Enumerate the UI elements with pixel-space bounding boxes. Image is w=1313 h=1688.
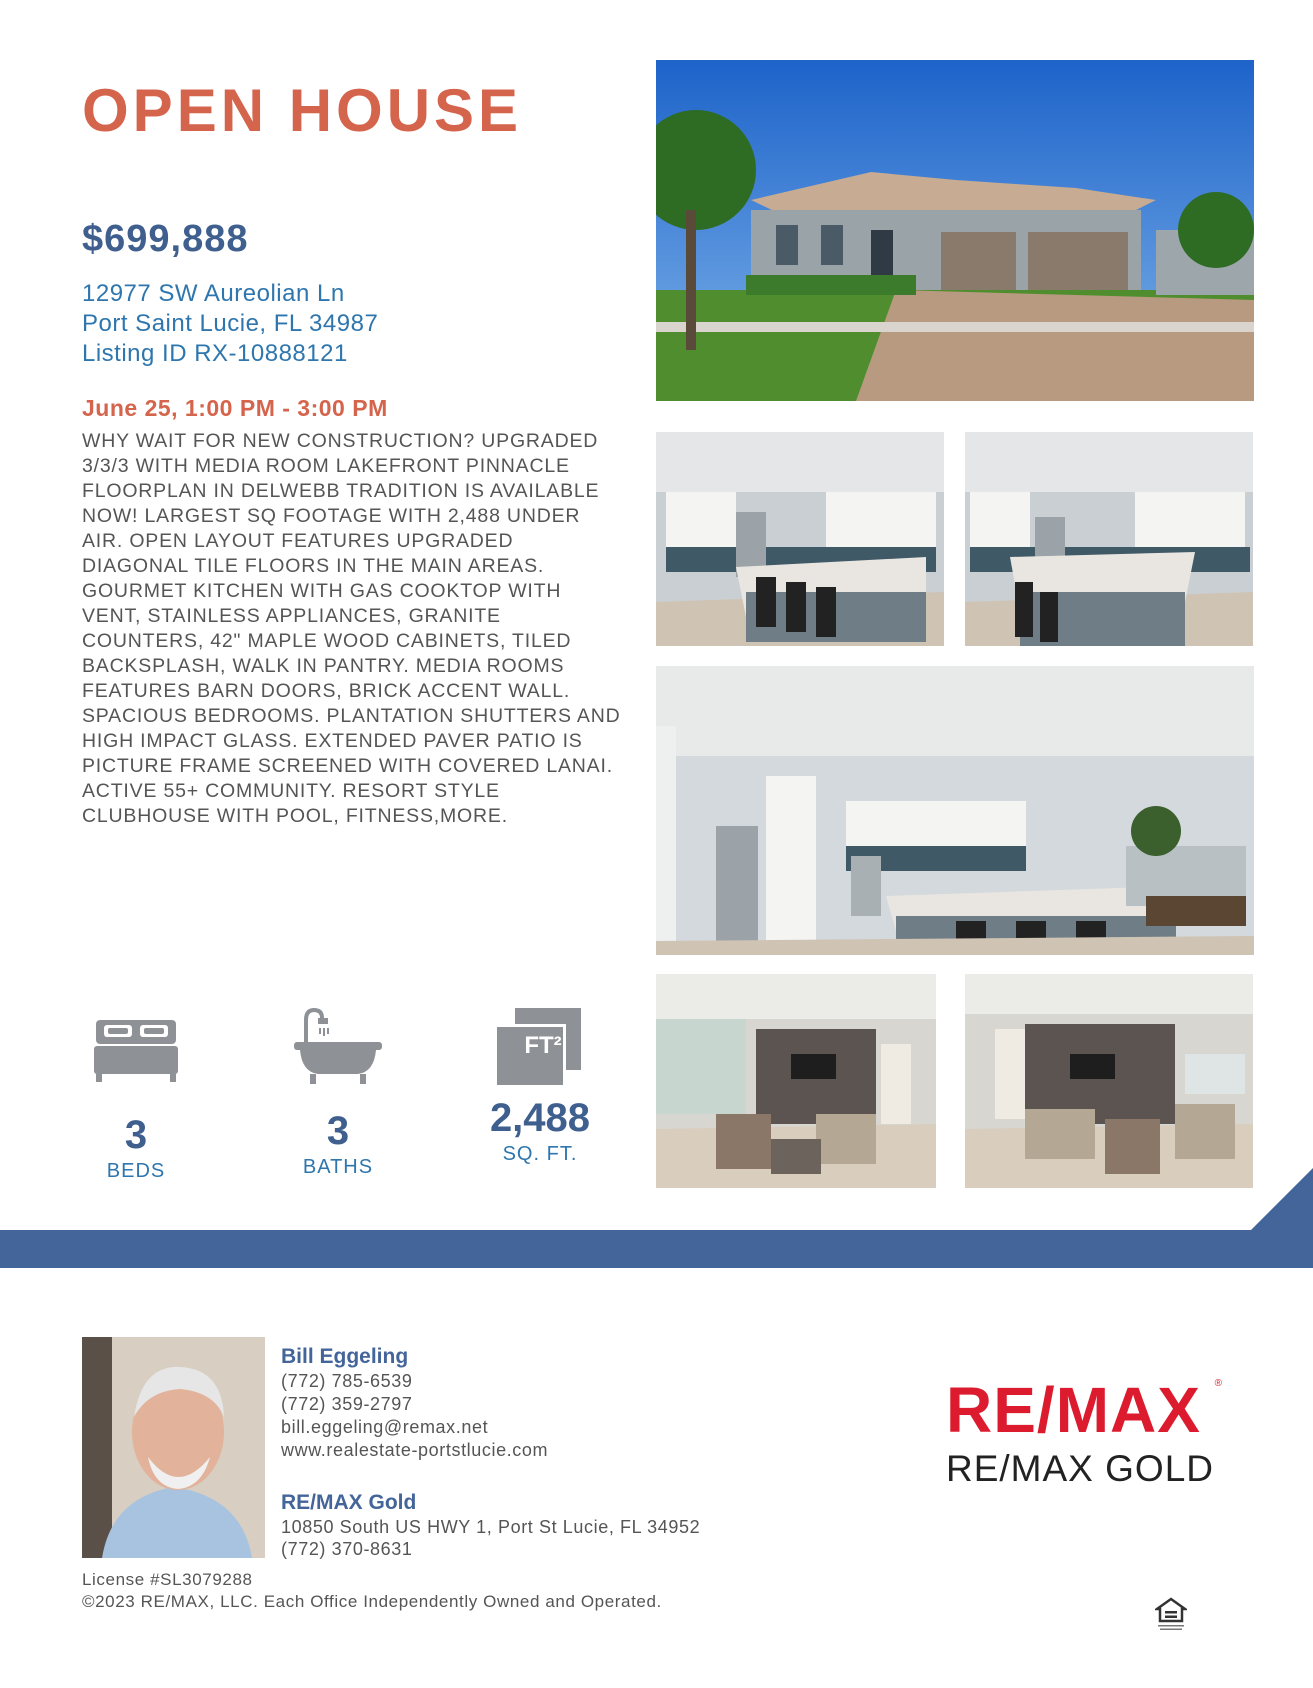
agent-phone-1[interactable]: (772) 785-6539 xyxy=(281,1371,413,1391)
page-title: OPEN HOUSE xyxy=(82,77,523,144)
sqft-icon-text: FT² xyxy=(524,1032,562,1059)
beds-label: BEDS xyxy=(106,1160,166,1182)
bed-icon xyxy=(86,1010,186,1090)
listing-price: $699,888 xyxy=(82,218,249,260)
agent-website[interactable]: www.realestate-portstlucie.com xyxy=(281,1440,549,1460)
office-phone[interactable]: (772) 370-8631 xyxy=(281,1539,413,1559)
remax-logo xyxy=(946,1374,1246,1490)
address-line-1: 12977 SW Aureolian Ln xyxy=(82,280,345,307)
license-number: License #SL3079288 xyxy=(82,1570,253,1589)
kitchen-photo-2 xyxy=(965,432,1253,646)
sqft-count: 2,488 xyxy=(489,1096,591,1140)
great-room-photo xyxy=(656,666,1254,955)
listing-address xyxy=(82,279,378,369)
agent-name: Bill Eggeling xyxy=(281,1345,409,1368)
blue-divider-band xyxy=(0,1230,1313,1268)
kitchen-photo-1 xyxy=(656,432,944,646)
remax-logo-wordmark: RE/MAX xyxy=(946,1374,1201,1446)
office-address: 10850 South US HWY 1, Port St Lucie, FL 34952 xyxy=(281,1517,701,1537)
copyright-notice: ©2023 RE/MAX, LLC. Each Office Independently Owned and Operated. xyxy=(82,1592,662,1611)
address-line-2: Port Saint Lucie, FL 34987 xyxy=(82,310,379,337)
square-feet-icon xyxy=(495,1008,585,1082)
baths-count: 3 xyxy=(326,1109,350,1153)
beds-count: 3 xyxy=(124,1113,148,1157)
agent-email[interactable]: bill.eggeling@remax.net xyxy=(281,1417,489,1437)
office-logo-text: RE/MAX GOLD xyxy=(946,1448,1214,1489)
living-room-photo-1 xyxy=(656,974,936,1188)
listing-id: Listing ID RX-10888121 xyxy=(82,340,348,367)
listing-description: WHY WAIT FOR NEW CONSTRUCTION? UPGRADED 3/3/3 WITH MEDIA ROOM LAKEFRONT PINNACLE FLOORPLAN IN DELWEBB TRADITION IS AVAILABLE NOW! LARGEST SQ FOOTAGE WITH 2,488 UNDER AIR. OPEN LAYOUT FEATURES UPGRADED DIAGONAL TILE FLOORS IN THE MAIN AREAS. GOURMET KITCHEN WITH GAS COOKTOP WITH VENT, STAINLESS APPLIANCES, GRANITE COUNTERS, 42" MAPLE WOOD CABINETS, TILED BACKSPLASH, WALK IN PANTRY. MEDIA ROOMS FEATURES BARN DOORS, BRICK ACCENT WALL. SPACIOUS BEDROOMS. PLANTATION SHUTTERS AND HIGH IMPACT GLASS. EXTENDED PAVER PATIO IS PICTURE FRAME SCREENED WITH COVERED LANAI. ACTIVE 55+ COMMUNITY. RESORT STYLE CLUBHOUSE WITH POOL, FITNESS,MORE. xyxy=(82,430,621,827)
beds-stat xyxy=(86,1010,186,1183)
agent-phone-2[interactable]: (772) 359-2797 xyxy=(281,1394,413,1414)
baths-label: BATHS xyxy=(302,1156,374,1178)
agent-photo xyxy=(82,1337,265,1558)
office-name: RE/MAX Gold xyxy=(281,1491,417,1514)
equal-housing-opportunity-icon xyxy=(1155,1597,1187,1633)
baths-stat xyxy=(288,1004,388,1179)
exterior-photo xyxy=(656,60,1254,401)
registered-mark: ® xyxy=(1214,1378,1222,1389)
sqft-stat xyxy=(470,1008,610,1166)
bathtub-icon xyxy=(288,1004,388,1090)
sqft-label: SQ. FT. xyxy=(502,1143,578,1165)
decorative-corner-triangle xyxy=(1250,1168,1313,1231)
open-house-time: June 25, 1:00 PM - 3:00 PM xyxy=(82,395,388,421)
living-room-photo-2 xyxy=(965,974,1253,1188)
